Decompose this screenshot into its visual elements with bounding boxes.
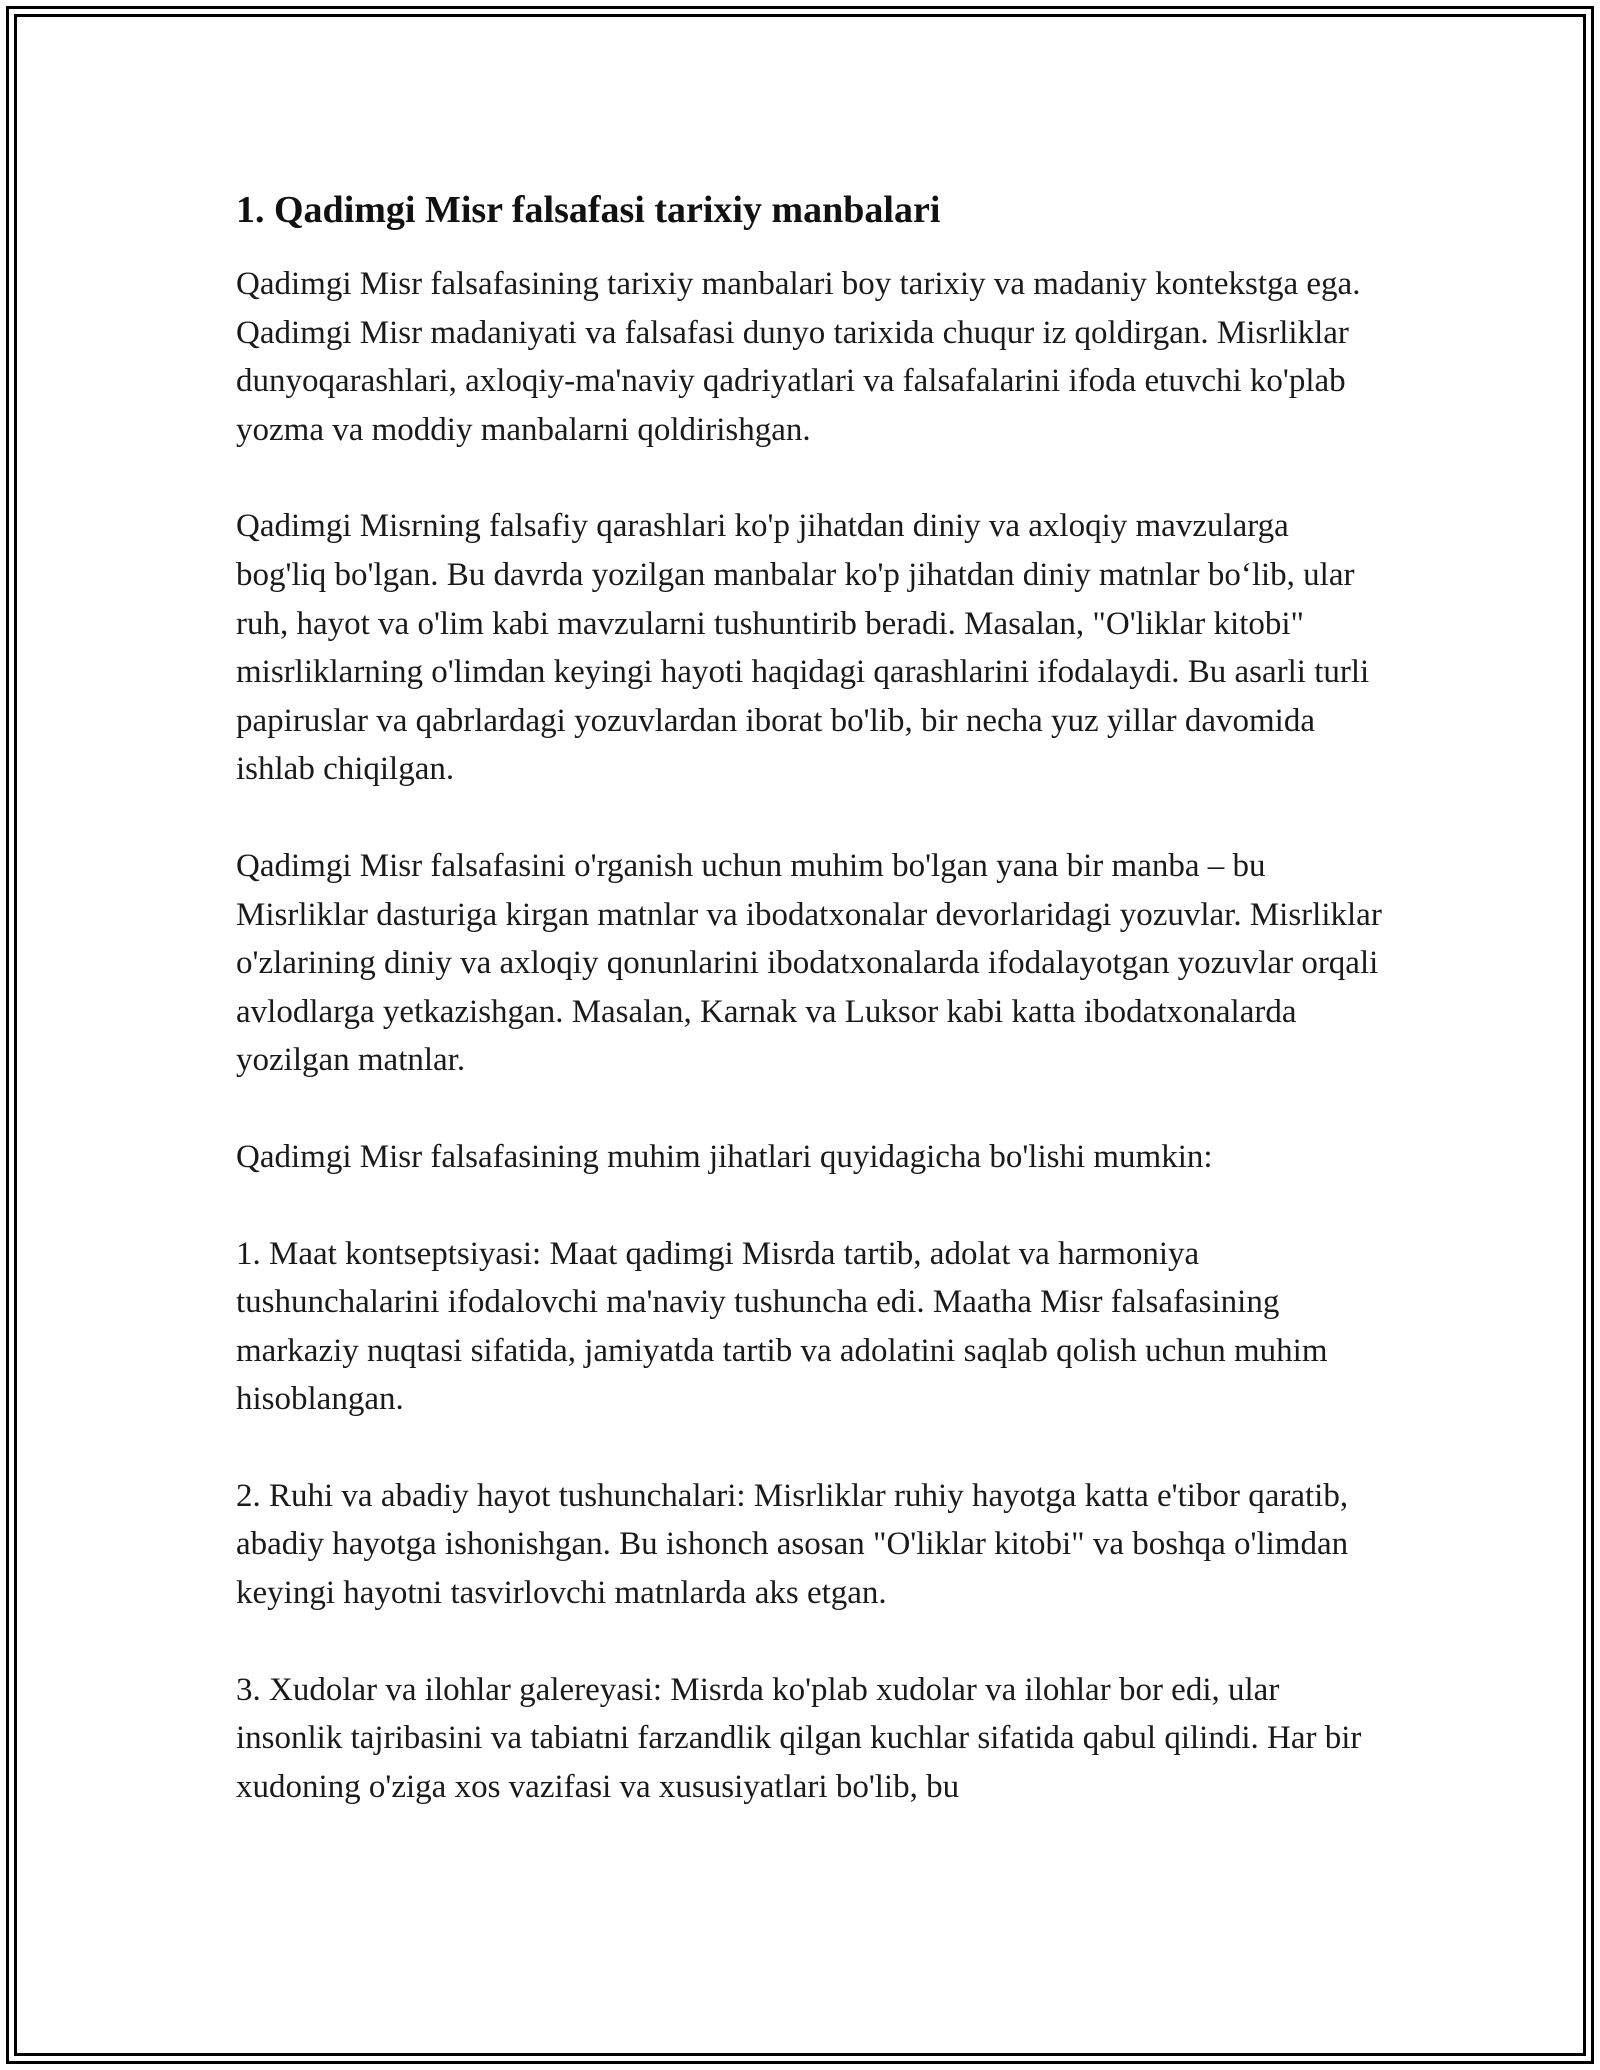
paragraph-aspects-intro: Qadimgi Misr falsafasining muhim jihatlari quyidagicha bo'lishi mumkin: <box>236 1138 1213 1175</box>
document-body <box>236 186 1386 1811</box>
section-heading: 1. Qadimgi Misr falsafasi tarixiy manbalari <box>236 189 941 231</box>
paragraph-temple-inscriptions: Qadimgi Misr falsafasini o'rganish uchun muhim bo'lgan yana bir manba – bu Misrliklar dasturiga kirgan matnlar va ibodatxonalar devorlaridagi yozuvlar. Misrliklar o'zlarining diniy va axloqiy qonunlarini ibodatxonalarda ifodalayotgan yozuvlar orqali avlodlarga yetkazishgan. Masalan, Karnak va Luksor kabi katta ibodatxonalarda yozilgan matnlar. <box>236 847 1382 1079</box>
paragraph-religious-views: Qadimgi Misrning falsafiy qarashlari ko'p jihatdan diniy va axloqiy mavzularga bog'liq bo'lgan. Bu davrda yozilgan manbalar ko'p jihatdan diniy matnlar bo‘lib, ular ruh, hayot va o'lim kabi mavzularni tushuntirib beradi. Masalan, "O'liklar kitobi" misrliklarning o'limdan keyingi hayoti haqidagi qarashlarini ifodalaydi. Bu asarli turli papiruslar va qabrlardagi yozuvlardan iborat bo'lib, bir necha yuz yillar davomida ishlab chiqilgan. <box>236 508 1370 788</box>
list-item-maat: 1. Maat kontseptsiyasi: Maat qadimgi Misrda tartib, adolat va harmoniya tushunchalarini ifodalovchi ma'naviy tushuncha edi. Maatha Misr falsafasining markaziy nuqtasi sifatida, jamiyatda tartib va adolatini saqlab qolish uchun muhim hisoblangan. <box>236 1235 1328 1418</box>
list-item-eternal-life: 2. Ruhi va abadiy hayot tushunchalari: Misrliklar ruhiy hayotga katta e'tibor qaratib, abadiy hayotga ishonishgan. Bu ishonch asosan "O'liklar kitobi" va boshqa o'limdan keyingi hayotni tasvirlovchi matnlarda aks etgan. <box>236 1477 1349 1612</box>
paragraph-intro: Qadimgi Misr falsafasining tarixiy manbalari boy tarixiy va madaniy kontekstga ega. Qadimgi Misr madaniyati va falsafasi dunyo tarixida chuqur iz qoldirgan. Misrliklar dunyoqarashlari, axloqiy-ma'naviy qadriyatlari va falsafalarini ifoda etuvchi ko'plab yozma va moddiy manbalarni qoldirishgan. <box>236 266 1361 448</box>
list-item-gods: 3. Xudolar va ilohlar galereyasi: Misrda ko'plab xudolar va ilohlar bor edi, ular insonlik tajribasini va tabiatni farzandlik qilgan kuchlar sifatida qabul qilindi. Har bir xudoning o'ziga xos vazifasi va xususiyatlari bo'lib, bu <box>236 1671 1362 1805</box>
